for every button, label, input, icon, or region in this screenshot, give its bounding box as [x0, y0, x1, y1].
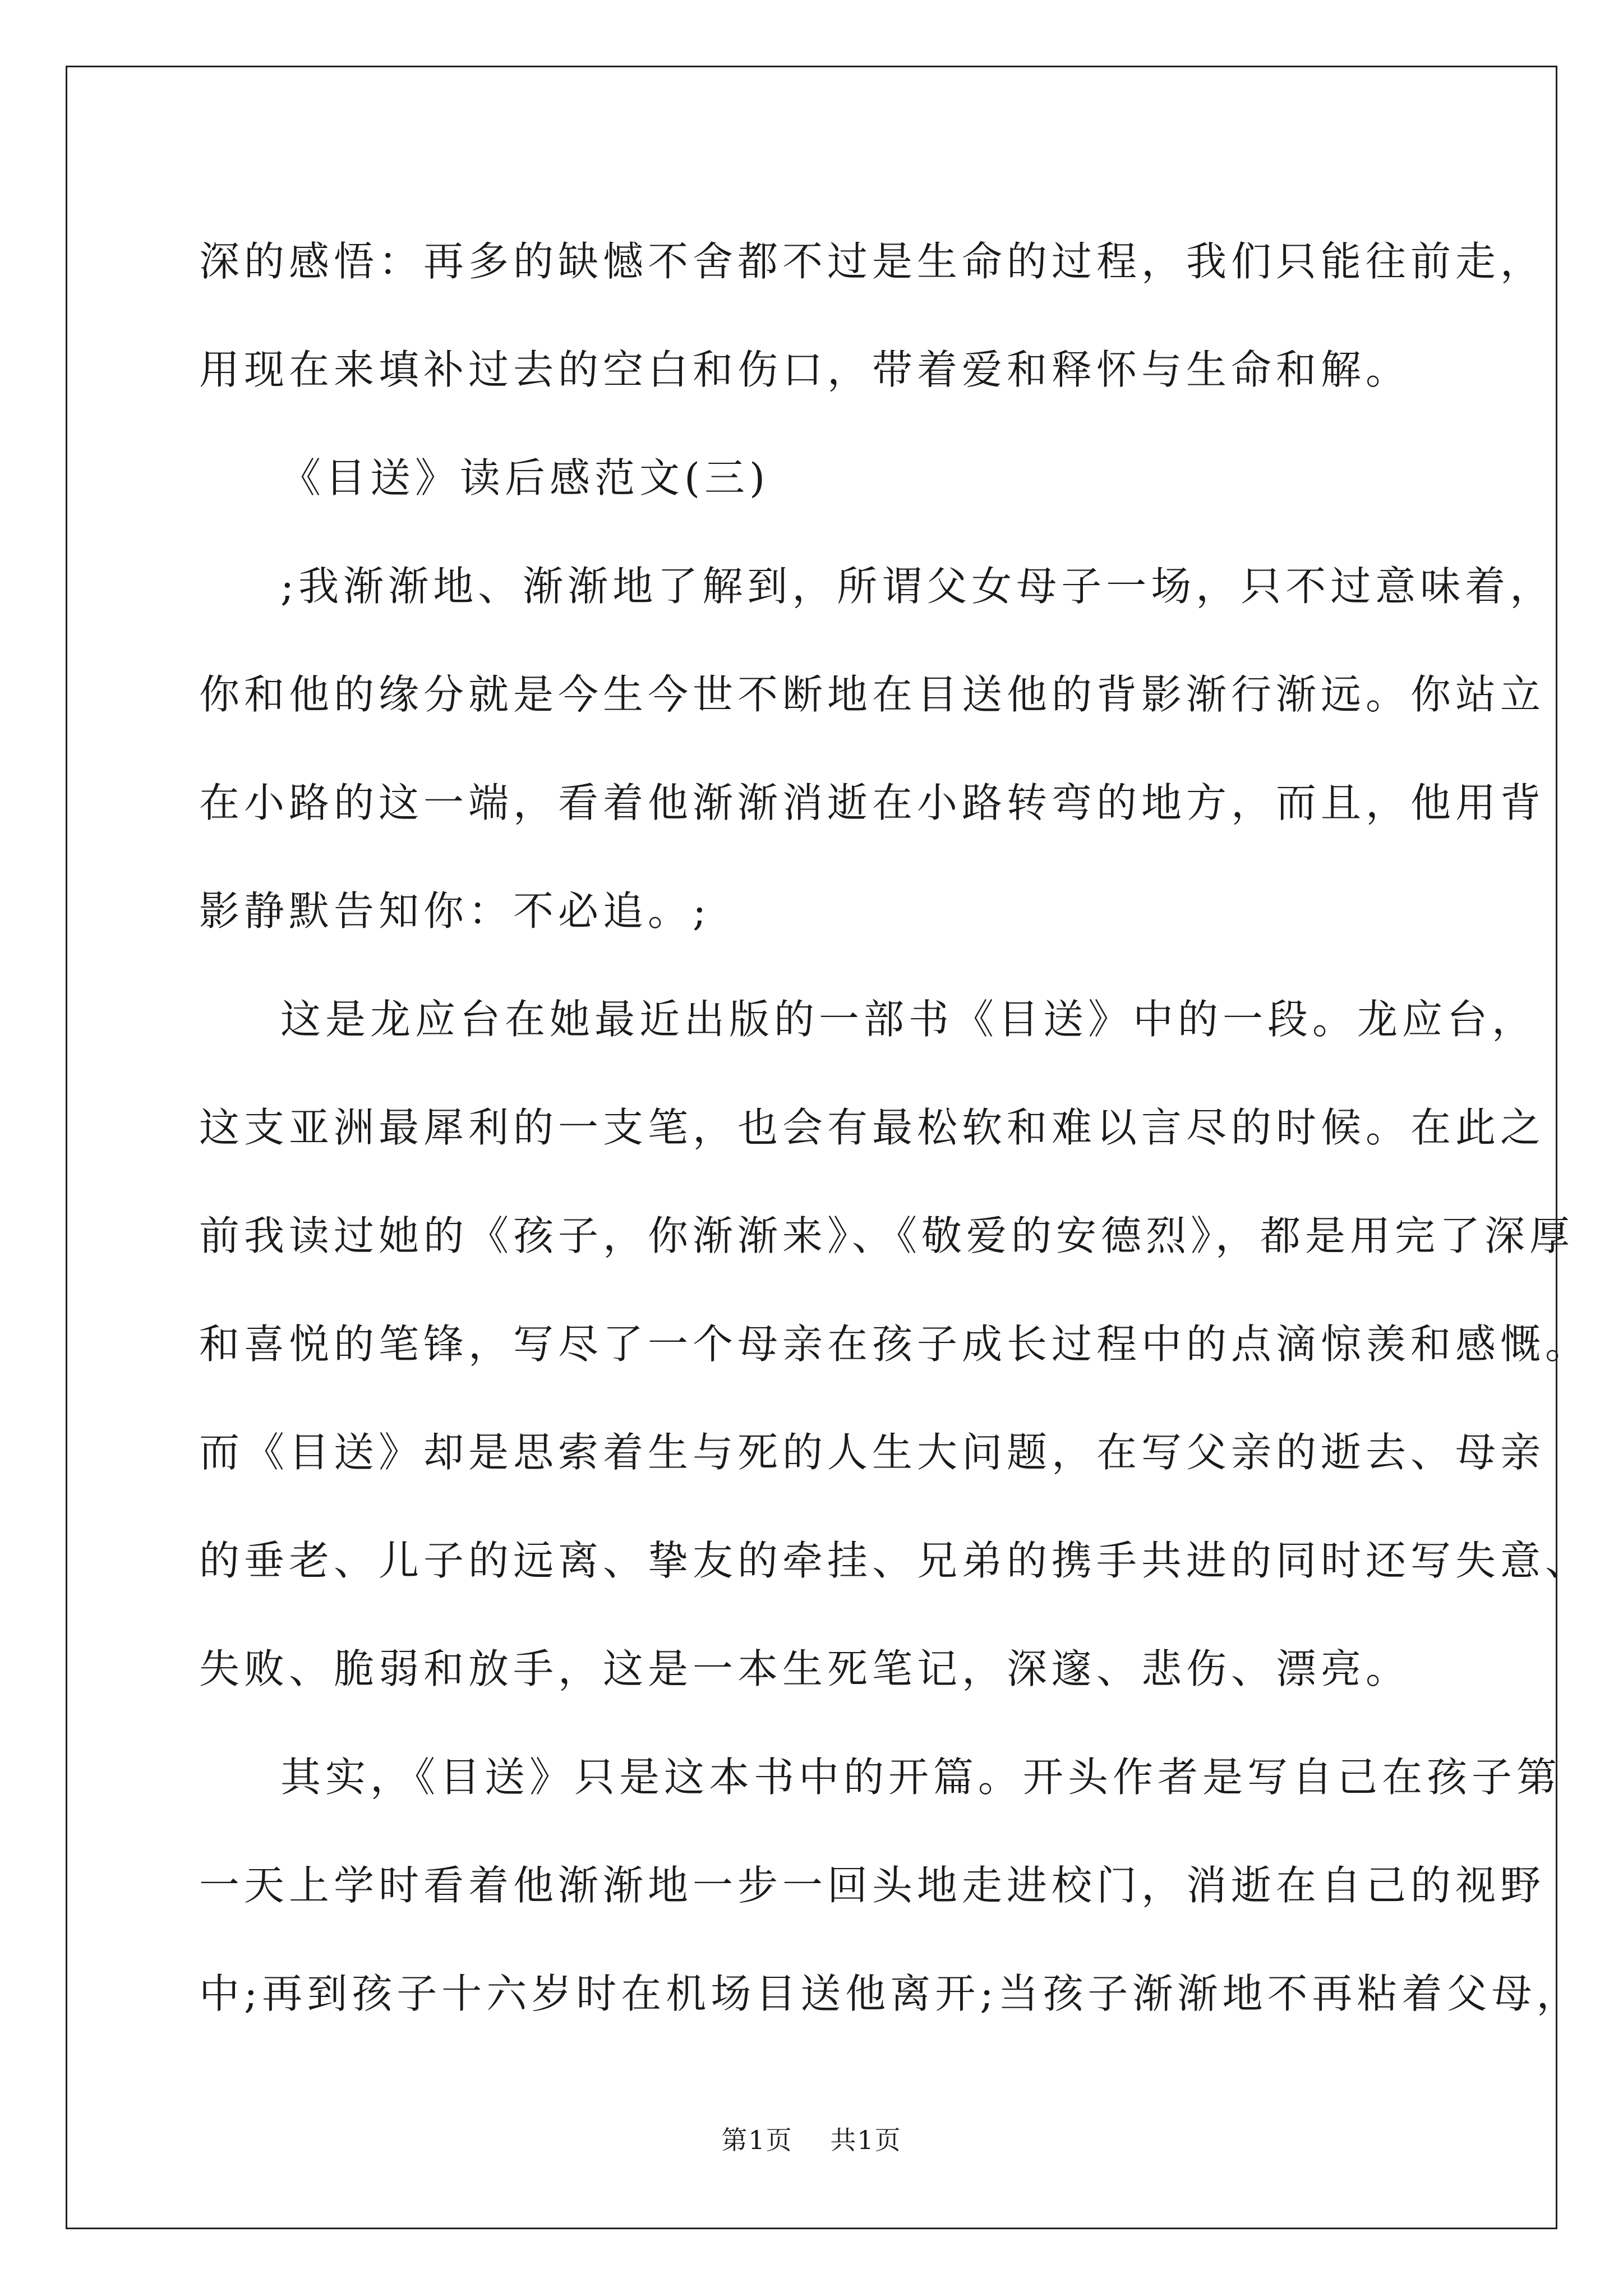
text-line: 前我读过她的《孩子，你渐渐来》、《敬爱的安德烈》，都是用完了深厚: [199, 1212, 1575, 1259]
text-line: 而《目送》却是思索着生与死的人生大问题，在写父亲的逝去、母亲: [199, 1429, 1546, 1476]
page-number: 第1页: [721, 2125, 793, 2155]
document-body: [199, 208, 1590, 2048]
text-line: ;我渐渐地、渐渐地了解到，所谓父女母子一场，只不过意味着，: [280, 563, 1555, 610]
text-line: 深的感悟：再多的缺憾不舍都不过是生命的过程，我们只能往前走，: [199, 238, 1546, 285]
text-line: 影静默告知你：不必追。;: [199, 887, 711, 935]
text-line: 其实，《目送》只是这本书中的开篇。开头作者是写自己在孩子第: [280, 1754, 1562, 1801]
text-line: 在小路的这一端，看着他渐渐消逝在小路转弯的地方，而且，他用背: [199, 779, 1546, 826]
page-total: 共1页: [830, 2125, 902, 2155]
text-line: 这支亚洲最犀利的一支笔，也会有最松软和难以言尽的时候。在此之: [199, 1104, 1546, 1151]
text-line: 失败、脆弱和放手，这是一本生死笔记，深邃、悲伤、漂亮。: [199, 1645, 1411, 1692]
text-line: 你和他的缘分就是今生今世不断地在目送他的背影渐行渐远。你站立: [199, 671, 1546, 718]
text-line: 和喜悦的笔锋，写尽了一个母亲在孩子成长过程中的点滴惊羡和感慨。: [199, 1320, 1590, 1368]
text-line: 中;再到孩子十六岁时在机场目送他离开;当孩子渐渐地不再粘着父母，: [199, 1970, 1581, 2017]
section-heading: 《目送》读后感范文(三): [280, 454, 770, 501]
text-line: 这是龙应台在她最近出版的一部书《目送》中的一段。龙应台，: [280, 996, 1537, 1043]
text-line: 一天上学时看着他渐渐地一步一回头地走进校门，消逝在自己的视野: [199, 1862, 1546, 1909]
page-footer: [0, 2123, 1623, 2157]
text-line: 的垂老、儿子的远离、挚友的牵挂、兄弟的携手共进的同时还写失意、: [199, 1537, 1590, 1584]
text-line: 用现在来填补过去的空白和伤口，带着爱和释怀与生命和解。: [199, 346, 1411, 393]
